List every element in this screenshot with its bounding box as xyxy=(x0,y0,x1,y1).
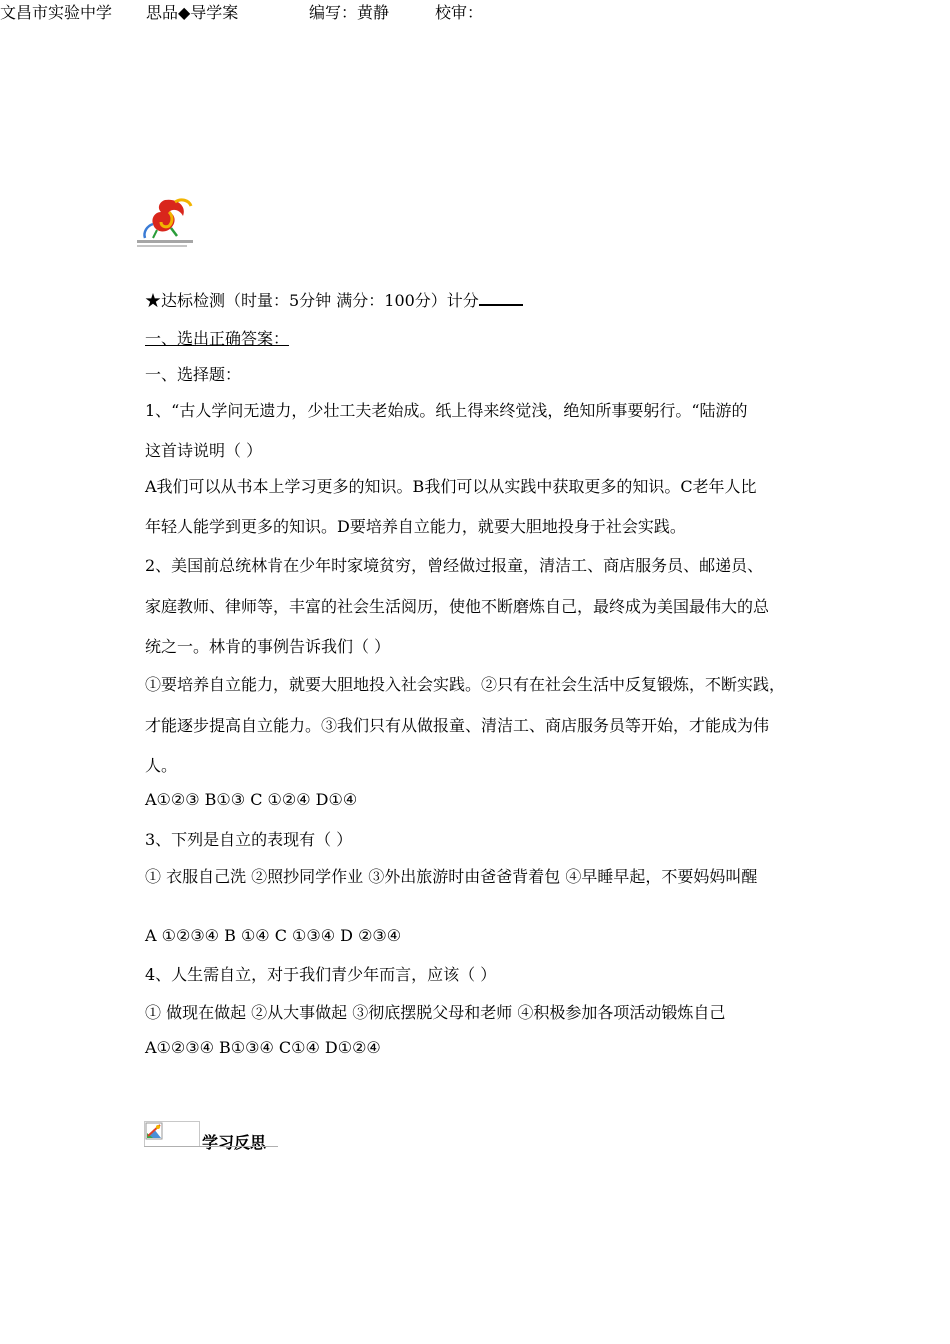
question-1-line-2: 这首诗说明（ ） xyxy=(145,441,263,460)
reflection-title: 学习反思 xyxy=(202,1133,267,1152)
question-3-line-1: 3、下列是自立的表现有（ ） xyxy=(145,830,353,849)
question-2-statement-line-3: 人。 xyxy=(145,756,178,775)
broken-image-icon xyxy=(144,1121,200,1147)
question-1-line-1: 1、“古人学问无遗力，少壮工夫老始成。纸上得来终觉浅，绝知所事要躬行。“陆游的 xyxy=(145,401,748,420)
test-title xyxy=(145,288,523,311)
question-2-statement-line-2: 才能逐步提高自立能力。③我们只有从做报童、清洁工、商店服务员等开始，才能成为伟 xyxy=(145,716,770,735)
question-2-options: A①②③ B①③ C ①②④ D①④ xyxy=(145,790,358,809)
question-4-line-1: 4、人生需自立，对于我们青少年而言，应该（ ） xyxy=(145,965,497,984)
question-2-statement-line-1: ①要培养自立能力，就要大胆地投入社会实践。②只有在社会生活中反复锻炼，不断实践， xyxy=(145,675,786,694)
score-blank xyxy=(479,290,523,306)
subject-label: 思品◆导学案 xyxy=(146,3,239,22)
section-heading: 一、选出正确答案： xyxy=(145,329,290,348)
question-3-options: A ①②③④ B ①④ C ①③④ D ②③④ xyxy=(145,926,402,945)
question-2-line-2: 家庭教师、律师等，丰富的社会生活阅历，使他不断磨炼自己，最终成为美国最伟大的总 xyxy=(145,597,770,616)
question-4-options: A①②③④ B①③④ C①④ D①②④ xyxy=(145,1038,381,1057)
question-1-options-line-1: A我们可以从书本上学习更多的知识。B我们可以从实践中获取更多的知识。C老年人比 xyxy=(145,477,757,496)
school-name: 文昌市实验中学 xyxy=(0,3,113,22)
question-4-statement: ① 做现在做起 ②从大事做起 ③彻底摆脱父母和老师 ④积极参加各项活动锻炼自己 xyxy=(145,1003,726,1022)
question-2-line-3: 统之一。林肯的事例告诉我们（ ） xyxy=(145,637,391,656)
question-1-options-line-2: 年轻人能学到更多的知识。D要培养自立能力，就要大胆地投身于社会实践。 xyxy=(145,517,686,536)
test-title-text: ★达标检测（时量：5分钟 满分：100分）计分 xyxy=(145,291,479,310)
page-header xyxy=(0,0,620,24)
author-label: 编写：黄静 xyxy=(309,3,390,22)
question-3-statement: ① 衣服自己洗 ②照抄同学作业 ③外出旅游时由爸爸背着包 ④早睡早起，不要妈妈叫醒 xyxy=(145,867,758,886)
school-logo-icon xyxy=(135,196,195,250)
question-2-line-1: 2、美国前总统林肯在少年时家境贫穷，曾经做过报童，清洁工、商店服务员、邮递员、 xyxy=(145,556,764,575)
reviewer-label: 校审： xyxy=(435,3,484,22)
sub-heading: 一、选择题： xyxy=(145,365,242,384)
reflection-divider xyxy=(144,1146,278,1147)
